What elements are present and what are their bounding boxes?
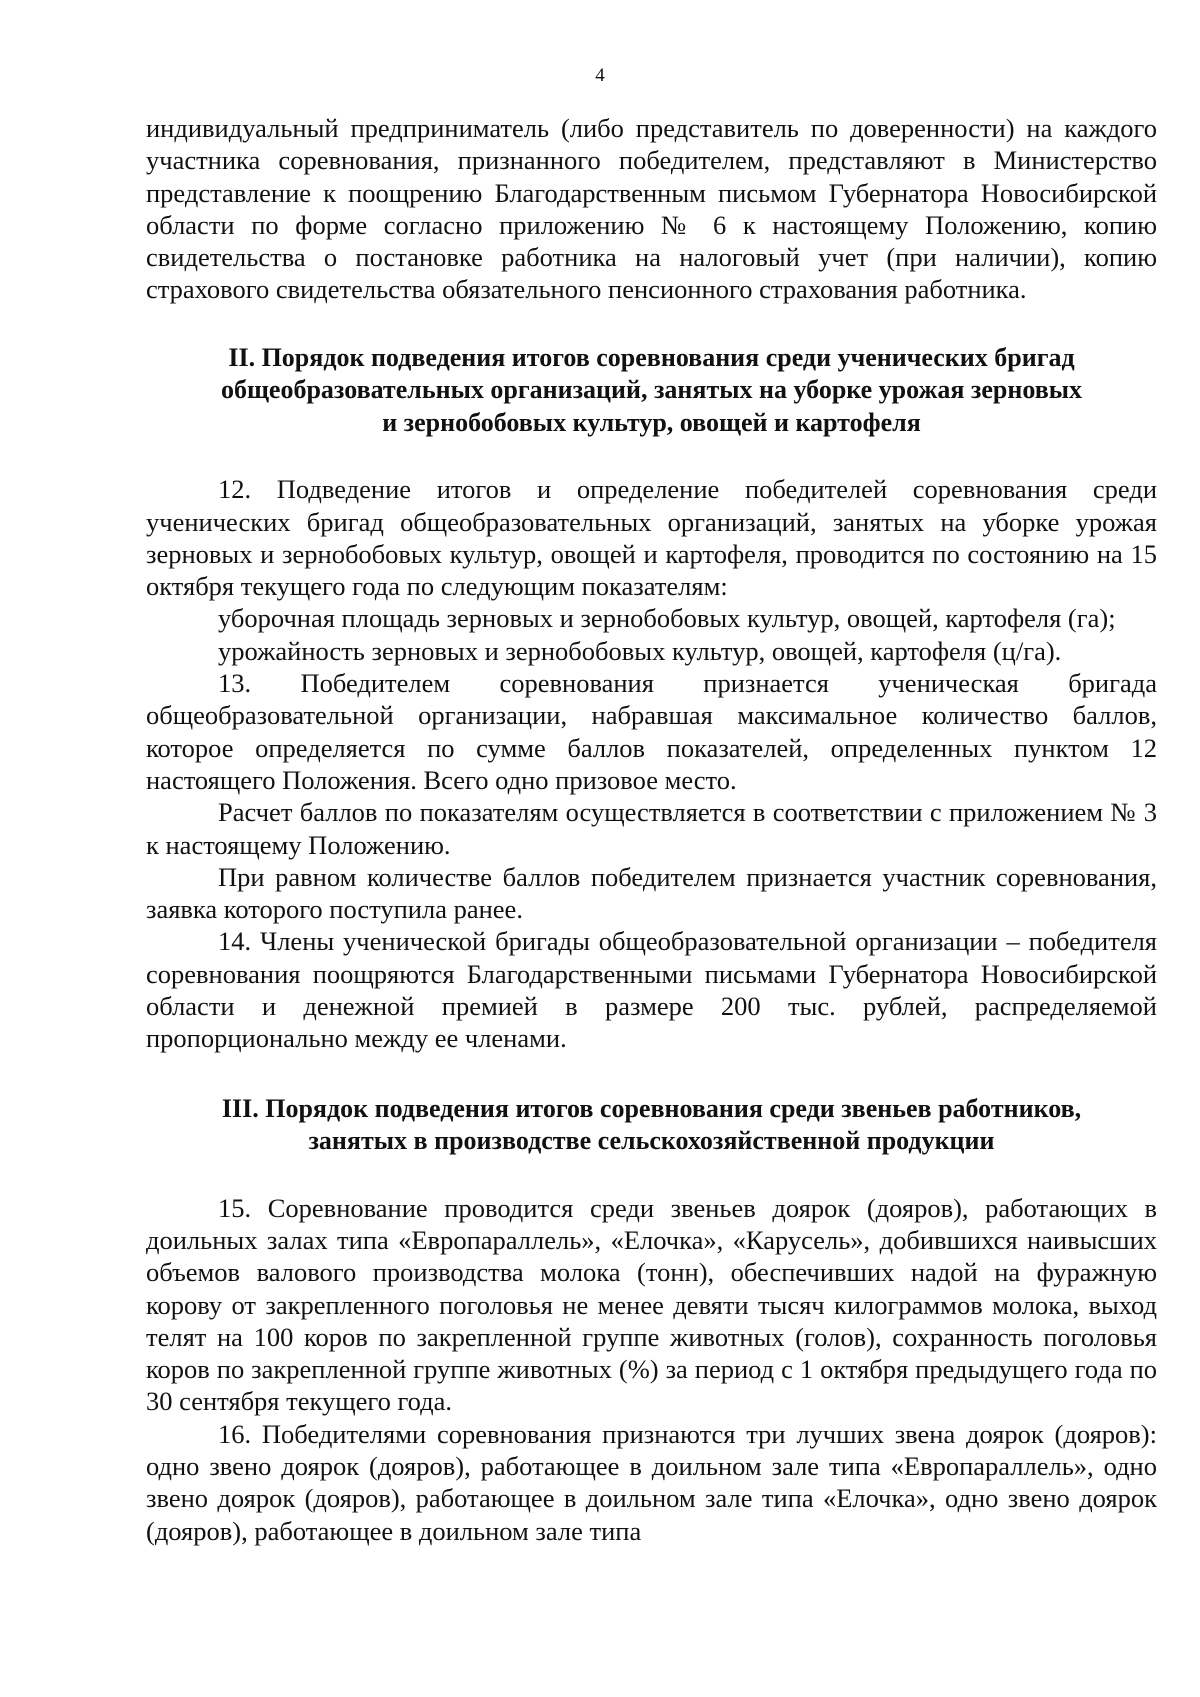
clause-12-paragraph: 12. Подведение итогов и определение победителей соревнования среди ученических бригад общеобразовательных организаций, занятых на уборке урожая зерновых и зернобобовых культур, овощей и картофеля, проводится по состоянию на 15 октября текущего года по следующим показателям: xyxy=(146,474,1157,602)
document-body xyxy=(146,112,1157,1547)
intro-paragraph: индивидуальный предприниматель (либо представитель по доверенности) на каждого участника соревнования, признанного победителем, представляют в Министерство представление к поощрению Благодарственным письмом Губернатора Новосибирской области по форме согласно приложению № 6 к настоящему Положению, копию свидетельства о постановке работника на налоговый учет (при наличии), копию страхового свидетельства обязательного пенсионного страхования работника. xyxy=(146,113,1157,305)
section-2-heading-line: и зернобобовых культур, овощей и картофеля xyxy=(382,407,921,437)
section-3-heading-line: III. Порядок подведения итогов соревнования среди звеньев работников, xyxy=(221,1093,1082,1123)
section-2-heading-line: II. Порядок подведения итогов соревнования среди ученических бригад xyxy=(228,342,1075,372)
indicator-area-paragraph: уборочная площадь зерновых и зернобобовых культур, овощей, картофеля (га); xyxy=(218,603,1116,634)
section-2-heading-line: общеобразовательных организаций, занятых на уборке урожая зерновых xyxy=(220,375,1083,405)
clause-14-paragraph: 14. Члены ученической бригады общеобразовательной организации – победителя соревнования поощряются Благодарственными письмами Губернатора Новосибирской области и денежной премией в размере 200 тыс. рублей, распределяемой пропорционально между ее членами. xyxy=(146,926,1157,1054)
indicator-yield-paragraph: урожайность зерновых и зернобобовых культур, овощей, картофеля (ц/га). xyxy=(218,635,1062,666)
clause-16-paragraph: 16. Победителями соревнования признаются три лучших звена доярок (дояров): одно звено доярок (дояров), работающее в доильном зале типа «Европараллель», одно звено доярок (дояров), работающее в доильном зале типа «Елочка», одно звено доярок (дояров), работающее в доильном зале типа xyxy=(146,1418,1157,1546)
clause-15-paragraph: 15. Соревнование проводится среди звеньев доярок (дояров), работающих в доильных залах типа «Европараллель», «Елочка», «Карусель», добившихся наивысших объемов валового производства молока (тонн), обеспечивших надой на фуражную корову от закрепленного поголовья не менее девяти тысяч килограммов молока, выход телят на 100 коров по закрепленной группе животных (голов), сохранность поголовья коров по закрепленной группе животных (%) за период с 1 октября предыдущего года по 30 сентября текущего года. xyxy=(146,1192,1157,1417)
clause-13-paragraph: 13. Победителем соревнования признается ученическая бригада общеобразовательной организации, набравшая максимальное количество баллов, которое определяется по сумме баллов показателей, определенных пунктом 12 настоящего Положения. Всего одно призовое место. xyxy=(146,668,1157,795)
section-3-heading-line: занятых в производстве сельскохозяйственной продукции xyxy=(308,1126,995,1156)
section-3-heading xyxy=(146,1093,1157,1158)
tie-rule-paragraph: При равном количестве баллов победителем признается участник соревнования, заявка которого поступила ранее. xyxy=(146,861,1157,925)
page-number: 4 xyxy=(595,65,605,86)
section-2-heading xyxy=(146,342,1157,440)
points-calculation-paragraph: Расчет баллов по показателям осуществляется в соответствии с приложением № 3 к настоящему Положению. xyxy=(146,797,1157,860)
